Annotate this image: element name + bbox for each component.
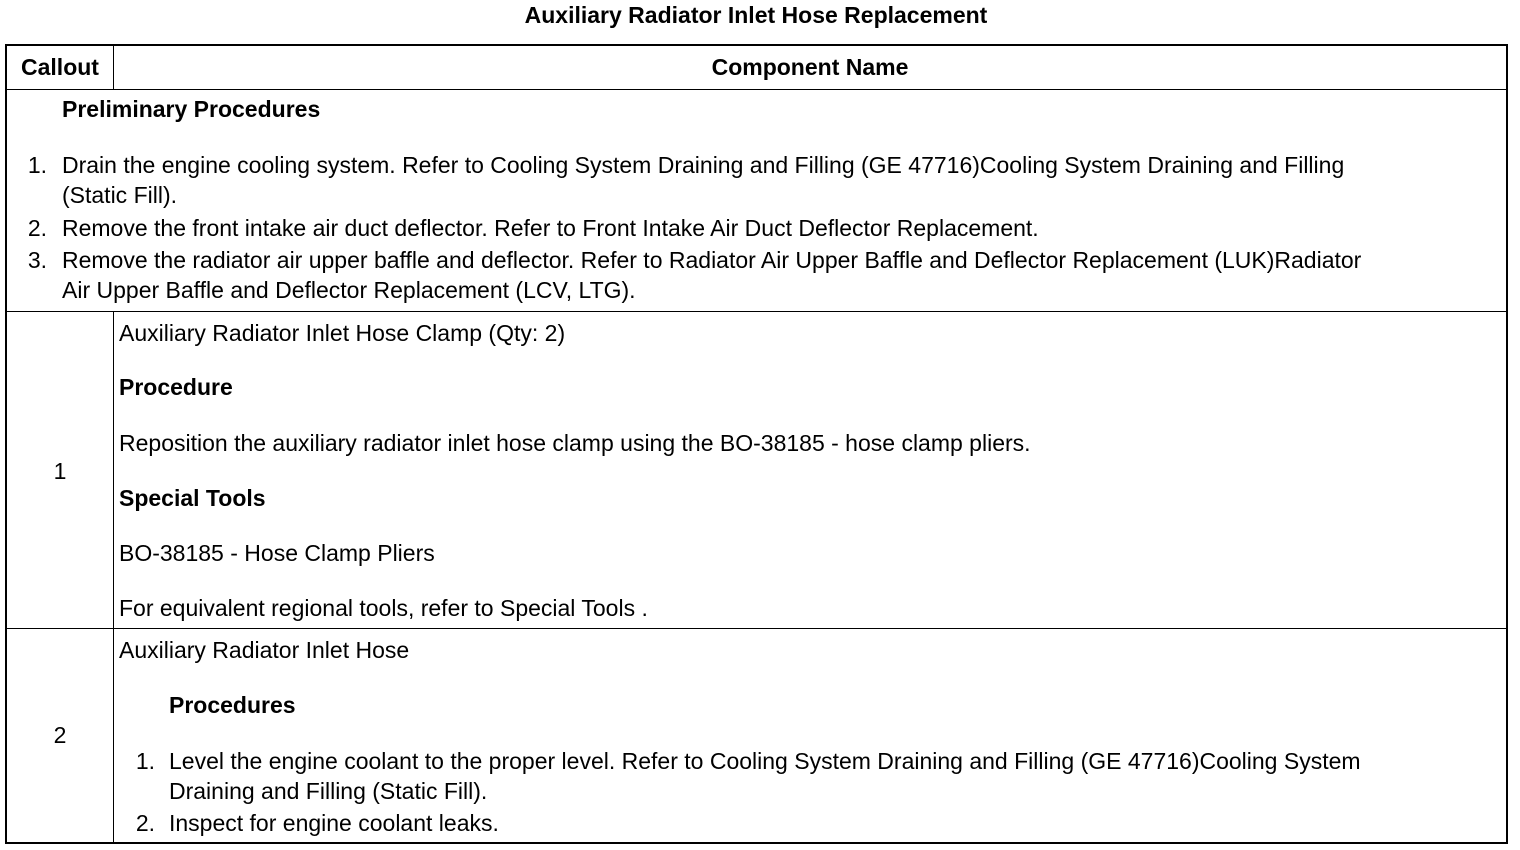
preliminary-heading: Preliminary Procedures [62, 96, 321, 122]
procedure-table [5, 44, 1508, 844]
row-divider [7, 628, 1506, 629]
list-item-text: Air Upper Baffle and Deflector Replacement (LCV, LTG). [62, 277, 636, 303]
column-divider [113, 312, 114, 842]
page-title: Auxiliary Radiator Inlet Hose Replacement [524, 2, 988, 28]
header-callout: Callout [21, 54, 99, 80]
procedure-heading: Procedure [119, 374, 233, 400]
list-item-text: Draining and Filling (Static Fill). [169, 778, 488, 804]
list-item-text: (Static Fill). [62, 182, 177, 208]
row-divider [7, 311, 1506, 312]
procedures-heading: Procedures [169, 692, 296, 718]
component-name: Auxiliary Radiator Inlet Hose Clamp (Qty: 2) [119, 320, 566, 346]
list-item-text: Remove the radiator air upper baffle and deflector. Refer to Radiator Air Upper Baffle and Deflector Replacement (LUK)Radiator [62, 247, 1362, 273]
callout-number: 1 [53, 458, 67, 484]
list-item-text: Level the engine coolant to the proper level. Refer to Cooling System Draining and Filling (GE 47716)Cooling System [169, 748, 1361, 774]
list-number: 3. [27, 247, 47, 273]
tools-note: For equivalent regional tools, refer to Special Tools . [119, 595, 648, 621]
list-number: 2. [135, 810, 155, 836]
procedure-text: Reposition the auxiliary radiator inlet hose clamp using the BO-38185 - hose clamp pliers. [119, 430, 1031, 456]
list-number: 2. [27, 215, 47, 241]
callout-number: 2 [53, 722, 67, 748]
list-number: 1. [27, 152, 47, 178]
component-name: Auxiliary Radiator Inlet Hose [119, 637, 410, 663]
tool-name: BO-38185 - Hose Clamp Pliers [119, 540, 435, 566]
list-number: 1. [135, 748, 155, 774]
list-item-text: Drain the engine cooling system. Refer to Cooling System Draining and Filling (GE 47716)Cooling System Draining and Filling [62, 152, 1345, 178]
special-tools-heading: Special Tools [119, 485, 266, 511]
header-component-name: Component Name [711, 54, 909, 80]
header-divider [7, 89, 1506, 90]
list-item-text: Remove the front intake air duct deflector. Refer to Front Intake Air Duct Deflector Replacement. [62, 215, 1039, 241]
list-item-text: Inspect for engine coolant leaks. [169, 810, 499, 836]
